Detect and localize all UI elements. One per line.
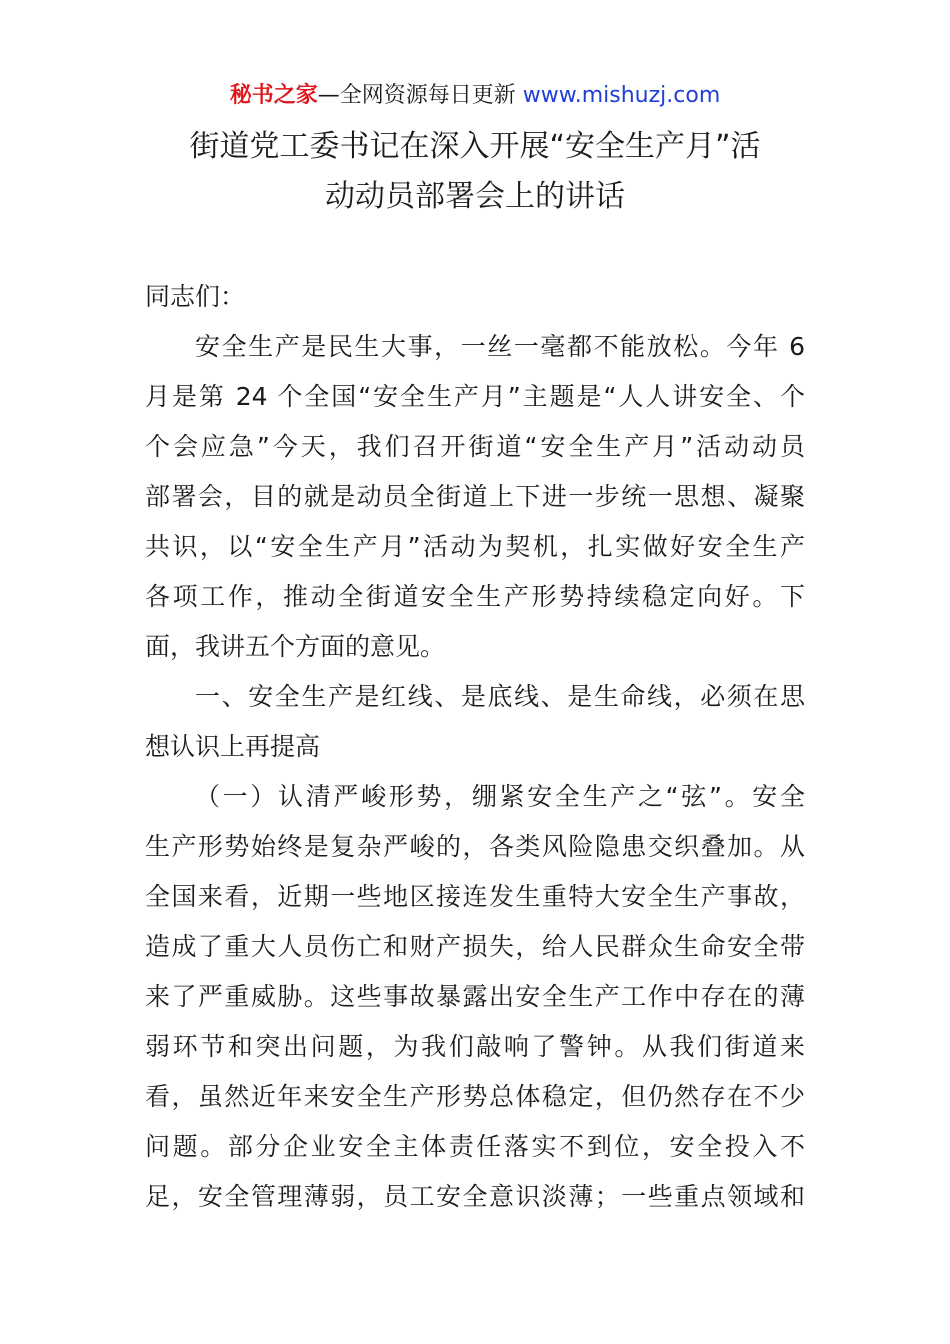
paragraph-line: 月是第 24 个全国“安全生产月”主题是“人人讲安全、个 (145, 382, 805, 411)
title-line: 街道党工委书记在深入开展“安全生产月”活 (189, 129, 761, 164)
paragraph-line: 面，我讲五个方面的意见。 (145, 632, 446, 661)
site-url-link[interactable]: www.mishuzj.com (522, 83, 721, 108)
brand-name: 秘书之家 (229, 83, 318, 108)
paragraph-line: 弱环节和突出问题，为我们敲响了警钟。从我们街道来 (145, 1032, 805, 1061)
paragraph-line: 全国来看，近期一些地区接连发生重特大安全生产事故， (145, 882, 805, 911)
paragraph-line: 各项工作，推动全街道安全生产形势持续稳定向好。下 (145, 582, 805, 611)
paragraph-line: 问题。部分企业安全主体责任落实不到位，安全投入不 (145, 1132, 805, 1161)
section-heading-line: 一、安全生产是红线、是底线、是生命线，必须在思 (195, 682, 805, 711)
paragraph-line: 部署会，目的就是动员全街道上下进一步统一思想、凝聚 (145, 482, 805, 511)
paragraph-line: 造成了重大人员伤亡和财产损失，给人民群众生命安全带 (145, 932, 805, 961)
header-tagline: —全网资源每日更新 (317, 83, 523, 108)
paragraph-line: （一）认清严峻形势，绷紧安全生产之“弦”。安全 (195, 782, 805, 811)
salutation: 同志们： (145, 282, 246, 311)
paragraph-line: 安全生产是民生大事，一丝一毫都不能放松。今年 6 (195, 332, 805, 361)
section-heading-line: 想认识上再提高 (145, 732, 321, 761)
paragraph-line: 共识，以“安全生产月”活动为契机，扎实做好安全生产 (145, 532, 805, 561)
paragraph-line: 生产形势始终是复杂严峻的，各类风险隐患交织叠加。从 (145, 832, 805, 861)
site-header (0, 80, 950, 112)
document-body (145, 272, 805, 1222)
paragraph-line: 足，安全管理薄弱，员工安全意识淡薄；一些重点领域和 (145, 1182, 805, 1211)
paragraph-line: 个会应急”今天，我们召开街道“安全生产月”活动动员 (145, 432, 805, 461)
document-title (145, 122, 805, 222)
paragraph-line: 来了严重威胁。这些事故暴露出安全生产工作中存在的薄 (145, 982, 805, 1011)
paragraph-line: 看，虽然近年来安全生产形势总体稳定，但仍然存在不少 (145, 1082, 805, 1111)
title-line: 动动员部署会上的讲话 (325, 179, 625, 214)
